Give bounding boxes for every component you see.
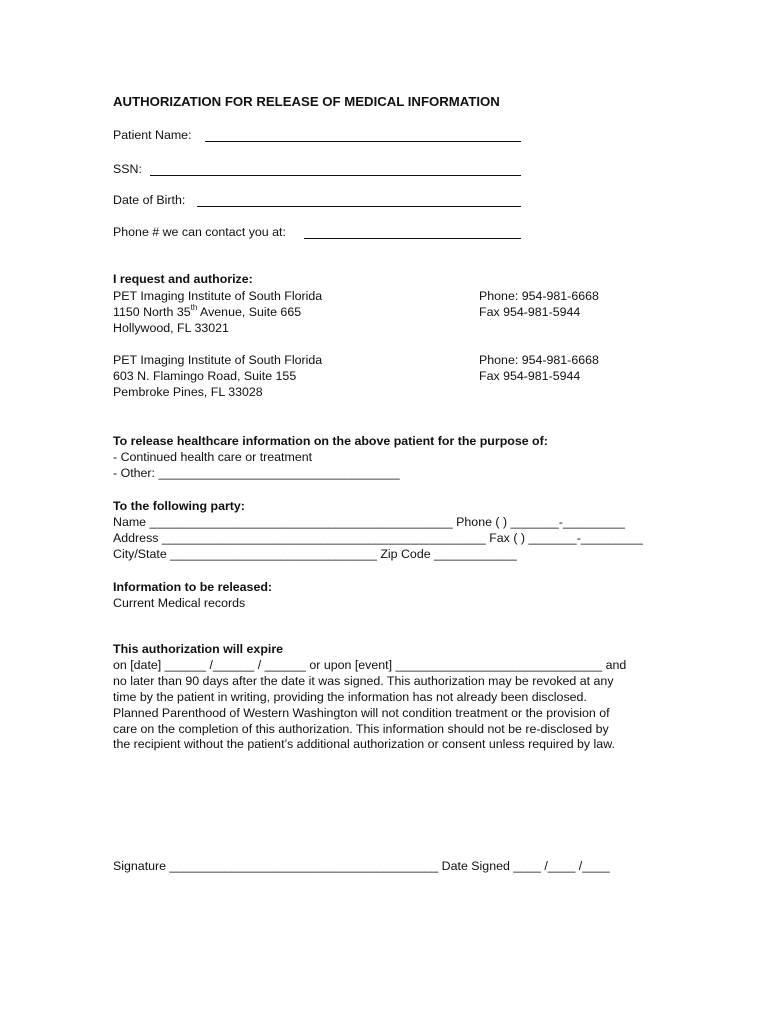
patient-name-field[interactable] <box>205 141 521 142</box>
info-heading: Information to be released: <box>113 580 273 594</box>
expire-text-line-6: the recipient without the patient’s additional authorization or consent unless required by law. <box>113 737 615 751</box>
patient-name-label: Patient Name: <box>113 128 192 142</box>
expire-text-line-4: Planned Parenthood of Western Washington will not condition treatment or the provision of <box>113 706 610 720</box>
location-2-fax: Fax 954-981-5944 <box>479 369 581 383</box>
phone-contact-label: Phone # we can contact you at: <box>113 225 286 239</box>
ssn-field[interactable] <box>150 175 521 176</box>
party-address-fax-line[interactable]: Address _______________________________________________ Fax ( ) _______-_________ <box>113 531 643 545</box>
location-1-city: Hollywood, FL 33021 <box>113 321 229 335</box>
party-city-zip-line[interactable]: City/State ______________________________ Zip Code ____________ <box>113 547 517 561</box>
location-2-street: 603 N. Flamingo Road, Suite 155 <box>113 369 297 383</box>
location-2-name: PET Imaging Institute of South Florida <box>113 353 323 367</box>
request-heading: I request and authorize: <box>113 272 253 286</box>
purpose-heading: To release healthcare information on the above patient for the purpose of: <box>113 434 548 448</box>
dob-field[interactable] <box>197 206 521 207</box>
party-heading: To the following party: <box>113 499 245 513</box>
location-2-city: Pembroke Pines, FL 33028 <box>113 385 263 399</box>
expire-text-line-3: time by the patient in writing, providing the information has not already been disclosed. <box>113 690 587 704</box>
party-name-phone-line[interactable]: Name ____________________________________________ Phone ( ) _______-_________ <box>113 515 625 529</box>
location-1-phone: Phone: 954-981-6668 <box>479 289 599 303</box>
location-2-phone: Phone: 954-981-6668 <box>479 353 599 367</box>
ssn-label: SSN: <box>113 162 142 176</box>
expire-text-line-2: no later than 90 days after the date it was signed. This authorization may be revoked at any <box>113 674 614 688</box>
info-value: Current Medical records <box>113 596 246 610</box>
form-title: AUTHORIZATION FOR RELEASE OF MEDICAL INFORMATION <box>113 94 500 109</box>
location-1-name: PET Imaging Institute of South Florida <box>113 289 323 303</box>
expire-date-event-line[interactable]: on [date] ______ /______ / ______ or upon [event] ______________________________ and <box>113 658 627 672</box>
location-1-street: 1150 North 35th Avenue, Suite 665 <box>113 302 302 319</box>
expire-heading: This authorization will expire <box>113 642 284 656</box>
purpose-item-continued-care: - Continued health care or treatment <box>113 450 313 464</box>
dob-label: Date of Birth: <box>113 193 186 207</box>
location-1-fax: Fax 954-981-5944 <box>479 305 581 319</box>
signature-date-line[interactable]: Signature _______________________________________ Date Signed ____ /____ /____ <box>113 859 610 873</box>
expire-text-line-5: care on the completion of this authorization. This information should not be re-disclosed by <box>113 722 609 736</box>
purpose-item-other[interactable]: - Other: ___________________________________ <box>113 466 400 480</box>
phone-contact-field[interactable] <box>304 238 521 239</box>
